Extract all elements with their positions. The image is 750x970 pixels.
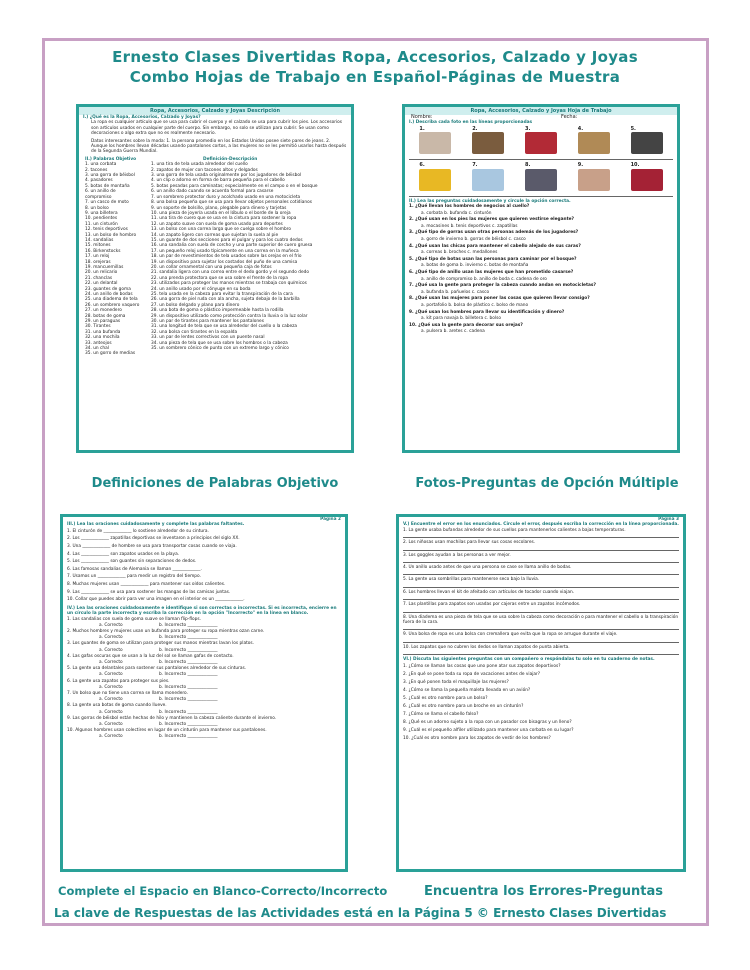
text-line: 9. Una bolsa de ropa es una bolsa con cremallera que evita que la ropa se arrugue durante el viaje. — [403, 632, 618, 638]
text-line: 24. un anillo de bodas — [85, 292, 133, 297]
text-line: 8. Muchas mujeres usan _____________ para mantener sus oídos calientes. — [67, 581, 226, 587]
date-label: Fecha: — [561, 114, 578, 120]
text-line: 5. La gente usa sombrillas para mantenerse seco bajo la lluvia. — [403, 577, 540, 583]
text-line: 6. un anillo de compromiso — [85, 189, 116, 200]
sheet1-title: Ropa, Accesorios, Calzado y Joyas Descripción — [79, 107, 351, 115]
text-line: 1. ¿Cómo se llaman las cosas que uno pone atar sus zapatos deportivos? — [403, 663, 561, 669]
caption-left-top: Definiciones de Palabras Objetivo — [91, 476, 339, 491]
sheet3-section3: III.) Lea las oraciones cuidadosamente y complete las palabras faltantes. — [67, 522, 245, 528]
photo-2 — [472, 132, 504, 154]
text-line: 2. ¿Qué usan en los pies las mujeres que quieren vestirse elegante? — [409, 217, 575, 223]
text-line: 35. un gorro de medias — [85, 351, 136, 357]
photo-row-top — [405, 126, 677, 155]
text-line: a. corbata b. bufanda c. cinturón — [421, 210, 492, 216]
text-line: 6. ¿Qué tipo de anillo usan las mujeres que han prometido casarse? — [409, 269, 574, 275]
text-line: a. mocasines b. tenis deportivos c. zapatillas — [421, 223, 518, 229]
caption-right-top: Fotos-Preguntas de Opción Múltiple — [415, 476, 679, 491]
sheet2-title: Ropa, Accesorios, Calzado y Joyas Hoja de Trabajo — [405, 107, 677, 115]
text-line: 31. una longitud de tela que se usa alrededor del cuello o la cabeza — [151, 324, 298, 330]
text-line: 10. — [630, 162, 640, 169]
text-line: a. Correcto — [99, 709, 123, 715]
text-line: 20. un collar ornamental con una pequeña caja de fotos — [151, 264, 272, 270]
text-line: 34. un chal — [85, 346, 109, 352]
text-line: 3. — [524, 125, 531, 132]
sheet-errors-discussion — [396, 514, 686, 872]
text-line: b. Incorrecto ______________ — [159, 709, 218, 715]
text-line: 26. una gorra de piel ruda con ala ancha, sujeta debajo de la barbilla — [151, 297, 300, 303]
text-line: 7. Las plantillas para zapatos son usadas por cajeras entre un zapatos incómodos. — [403, 602, 581, 608]
sheet1-para2: Datos interesantes sobre la moda: 1. la persona promedio en los Estados Unidos posee siete pares de jeans. 2. Aunque los hombres llevan décadas usando pantalones cortos, a las mujeres no se les permitió usarlos hasta después de la Segunda Guerra Mundial. — [91, 138, 347, 155]
text-line: 7. un casco de moto — [85, 200, 129, 206]
word-list — [81, 162, 147, 357]
text-line: 15. un guante de dos secciones para el pulgar y para los cuatro dedos — [151, 237, 303, 243]
text-line: 4. Las gafas oscuras que se usan a la luz del sol se llaman gafas de contacto. — [67, 653, 234, 659]
text-line: 7. un sombrero protector duro y acolchado usado en una motocicleta — [151, 194, 301, 200]
text-line: 28. una bota de goma o plástico impermeable hasta la rodilla — [151, 308, 284, 314]
text-line: 8. La gente usa botas de goma cuando llueve. — [67, 703, 167, 709]
text-line: b. Incorrecto ______________ — [159, 722, 218, 728]
text-line: a. gorro de invierno b. gorras de béisbol c. casco — [421, 237, 526, 242]
name-label: Nombre: — [411, 114, 433, 120]
text-line: 26. un sombrero vaquero — [85, 302, 140, 308]
text-line: 5. Los _____________ son guantes sin separaciones de dedos. — [67, 559, 197, 565]
sheet1-section2b: Definición-Descripción — [203, 156, 258, 162]
text-line: 6. ¿Cuál es otro nombre para un broche en un cinturón? — [403, 703, 524, 709]
footer-note: La clave de Respuestas de las Actividades está en la Página 5 © Ernesto Clases Divertidas — [54, 906, 667, 920]
text-line: 35. un sombrero cónico de punto con un extremo largo y cónico — [151, 346, 289, 352]
text-line: 17. un reloj — [85, 254, 110, 260]
text-line: 34. una pieza de tela que se usa sobre los hombros o la cabeza — [151, 340, 288, 346]
text-line: 7. ¿Qué usa la gente para proteger la cabeza cuando andan en motocicletas? — [409, 283, 596, 289]
photo-5 — [631, 132, 663, 154]
text-line: b. Incorrecto ______________ — [159, 672, 218, 678]
text-line: 4. — [577, 125, 584, 132]
sheet2-section2: II.) Lea las preguntas cuidadosamente y circule la opción correcta. — [409, 198, 571, 204]
text-line: 9. Las _____________ se usa para sostener las mangas de las camisas juntas. — [67, 589, 231, 595]
text-line: 3. una gorra de béisbol — [85, 173, 135, 179]
text-line: 6. La gente usa zapatos para proteger sus pies. — [67, 678, 170, 684]
text-line: a. Correcto — [99, 684, 123, 690]
photo-10 — [631, 169, 663, 191]
text-line: 12. tenis deportivos — [85, 227, 128, 233]
text-line: 10. Collar que puedes abrir para ver una imagen en el interior es un _____________. — [67, 597, 245, 603]
text-line: 1. La gente usaba bufandas alrededor de sus cuellos para mantenerlos calientes a bajas temperaturas. — [403, 527, 626, 533]
text-line: 2. Muchos hombres y mujeres usan un bufanda para proteger su ropa mientras ozan carne. — [67, 628, 265, 634]
photo-1 — [419, 132, 451, 154]
text-line: 14. un zapato ligero con correas que sujetan la suela al pie — [151, 232, 279, 238]
text-line: 5. ¿Cuál es otro nombre para un bolso? — [403, 695, 488, 701]
text-line: 10. ¿Qué usa la gente para decorar sus orejas? — [409, 322, 523, 328]
text-line: 30. un par de tirantes para mantener los pantalones — [151, 319, 264, 325]
text-line: 4. ¿Qué usan las chicas para mantener el cabello alejado de sus caras? — [409, 243, 581, 249]
photo-7 — [472, 169, 504, 191]
text-line: 6. Las famosas sandalias de Alemania se llaman _____________. — [67, 566, 202, 572]
text-line: 31. una bufanda — [85, 329, 121, 335]
text-line: 9. una billetera — [85, 210, 118, 216]
sheet1-para1: La ropa es cualquier artículo que se usa para cubrir el cuerpo y el calzado se usa para cubrir los pies. Los accesorios son artículos usados en cualquier parte del cuerpo. Sin embargo, no solo se utilizan para cubrir. Se usan como decoraciones o algo extra que no es realmente necesario. — [91, 120, 343, 137]
text-line: b. Incorrecto ______________ — [159, 734, 218, 740]
text-line: 10. Los zapatos que no cubren los dedos se llaman zapatos de punta abierta. — [403, 644, 570, 650]
text-line: 20. un relicario — [85, 270, 118, 276]
text-line: 4. Un anillo usado antes de que una persona se case se llama anillo de bodas. — [403, 565, 572, 571]
photo-4 — [578, 132, 610, 154]
text-line: a. Correcto — [99, 734, 123, 740]
text-line: 3. Los goggles ayudan a las personas a ver mejor. — [403, 552, 511, 558]
text-line: 33. anteojos — [85, 340, 112, 346]
photo-row-bottom — [405, 162, 677, 191]
text-line: 25. una diadema de tela — [85, 297, 138, 303]
text-line: 11. un cinturón — [85, 221, 118, 227]
text-line: 30. Tirantes — [85, 324, 111, 330]
text-line: 5. botas de montaña — [85, 183, 130, 189]
photo-9 — [578, 169, 610, 191]
text-line: 11. una tira de cuero que se usa en la cintura para sostener la ropa — [151, 216, 297, 222]
sheet1-section1: I.) ¿Qué es la Ropa, Accesorios, Calzado y Joyas? — [83, 115, 201, 120]
text-line: 7. Un bolso que no tiene una correa se llama monedero. — [67, 691, 188, 696]
text-line: 22. una prenda protectora que se usa sobre el frente de la ropa — [151, 275, 288, 281]
text-line: 9. un soporte de bolsillo, plano, plegable para dinero y tarjetas — [151, 205, 287, 211]
caption-right-bottom: Encuentra los Errores-Preguntas — [424, 884, 664, 899]
text-line: 1. una corbata — [85, 162, 117, 168]
text-line: 9. ¿Cuál es el pequeño alfiler utilizado para mantener una corbata en su lugar? — [403, 727, 574, 733]
text-line: 13. un bolso con una correa larga que se cuelga sobre el hombro — [151, 227, 291, 233]
text-line: 14. sandalias — [85, 237, 114, 243]
text-line: 23. utilizados para proteger las manos mientras se trabaja con químicos — [151, 281, 307, 287]
text-line: 18. un par de revestimientos de tela usados sobre las orejas en el frío — [151, 254, 302, 260]
text-line: 2. Los niñosas usan mochilas para llevar sus cosas escolares. — [403, 540, 536, 546]
text-line: 6. Los hombres llevan el kit de afeitado con artículos de tocador cuando viajan. — [403, 589, 575, 595]
text-line: 3. ¿Qué tipo de gorras usan otras personas además de los jugadores? — [409, 230, 579, 236]
text-line: 32. una bolsa con tirantes en la espalda — [151, 329, 238, 335]
sheet4-section6: VI.) Discuta las siguientes preguntas con un compañero o respóndalas tu solo en tu cuaderno de notas. — [403, 657, 655, 663]
text-line: 1. El cinturón de _____________ lo sostiene alrededor de su cintura. — [67, 528, 209, 534]
text-line: 17. un pequeño reloj usado típicamente en una correa en la muñeca — [151, 248, 299, 254]
text-line: 21. sandalia ligera con una correa entre el dedo gordo y el segundo dedo — [151, 270, 310, 276]
text-line: 24. un anillo usado por el cónyuge en su boda — [151, 286, 251, 292]
text-line: 29. un paraguas — [85, 319, 121, 325]
text-line: 2. Los _____________ zapatillas deportivas se inventaron a principios del siglo XX. — [67, 536, 240, 542]
text-line: 5. La gente usa delantales para sostener sus pantalones alrededor de sus cinturas. — [67, 666, 247, 672]
text-line: 29. un dispositivo utilizado como protección contra la lluvia o la luz solar — [151, 313, 308, 319]
text-line: 8. Una diadema es una pieza de tela que se usa sobre la cabeza como decoración o para mantener el cabello o la transpiración fuera de la cara. — [403, 614, 679, 626]
text-line: 15. mitones — [85, 243, 111, 249]
photo-6 — [419, 169, 451, 191]
text-line: 10. ¿Cuál es otro nombre para los zapatos de vestir de los hombres? — [403, 735, 551, 741]
text-line: 23. guantes de goma — [85, 286, 131, 292]
sheet-description — [76, 104, 354, 453]
text-line: 16. Birkenstocks — [85, 248, 121, 254]
sheet-photos-questions — [402, 104, 680, 453]
text-line: 4. ¿Cómo se llama la pequeña maleta llevada en un avión? — [403, 687, 531, 693]
text-line: 9. Las gorras de béisbol están hechas de hilo y mantienen la cabeza caliente durante el invierno. — [67, 715, 277, 721]
text-line: 5. — [630, 125, 636, 132]
text-line: 21. chanclas — [85, 275, 113, 281]
sheet3-page: Página 2 — [320, 517, 341, 522]
text-line: 8. una bolsa pequeña que se usa para llevar objetos personales cotidianos — [151, 200, 312, 206]
text-line: 18. orejeras — [85, 259, 111, 265]
text-line: b. Incorrecto ______________ — [159, 622, 218, 628]
text-line: a. pulsera b. aretes c. cadena — [421, 329, 485, 335]
text-line: a. Correcto — [99, 672, 123, 678]
text-line: 8. ¿Qué usan las mujeres para poner las cosas que quieren llevar consigo? — [409, 296, 590, 302]
text-line: 5. botas pesadas para caminatas; especialmente en el campo o en el bosque — [151, 183, 318, 189]
text-line: 9. ¿Qué usan los hombres para llevar su identificación y dinero? — [409, 309, 565, 315]
text-line: a. Correcto — [99, 722, 123, 728]
text-line: 2. tacones — [85, 167, 108, 173]
sheet-fill-truefalse — [60, 514, 348, 872]
text-line: a. Correcto — [99, 659, 123, 665]
text-line: a. portafolio b. bolsa de plástico c. bolso de mano — [421, 302, 529, 308]
photo-8 — [525, 169, 557, 191]
text-line: 8. un bolso — [85, 205, 109, 211]
text-line: a. anillo de compromiso b. anillo de boda c. cadena de oro — [421, 276, 547, 282]
text-line: 27. un monedero — [85, 308, 122, 314]
text-line: 9. — [577, 162, 584, 169]
text-line: a. correas b. broches c. medallones — [421, 250, 498, 256]
text-line: a. Correcto — [99, 622, 123, 628]
text-line: 1. Las sandalias con suela de goma suave se llaman flip-flops. — [67, 616, 202, 622]
text-line: 1. una tira de tela usada alrededor del cuello — [151, 162, 248, 168]
sheet1-section2: II.) Palabras Objetivo — [85, 156, 137, 162]
main-title-line1: Ernesto Clases Divertidas Ropa, Accesorios, Calzado y Joyas — [112, 48, 638, 66]
text-line: b. Incorrecto ______________ — [159, 647, 218, 653]
text-line: 4. pasadores — [85, 178, 113, 184]
text-line: b. Incorrecto ______________ — [159, 659, 218, 665]
text-line: 8. ¿Qué es un adorno sujeto a la ropa con un pasador con bisagras y un lleno? — [403, 719, 572, 725]
text-line: 10. pendientes — [85, 216, 118, 222]
sheet4-section5: V.) Encuentre el error en los enunciados. Circule el error, después escriba la corrección en la línea proporcionada. — [403, 522, 679, 528]
sheet4-page: Página 3 — [658, 517, 679, 522]
text-line: a. Correcto — [99, 647, 123, 653]
text-line: 32. una mochila — [85, 335, 120, 341]
text-line: 3. ¿En qué ponen toda el maquillaje las mujeres? — [403, 679, 509, 685]
text-line: 22. un delantal — [85, 281, 118, 287]
text-line: 27. un bolso delgado y plano para dinero — [151, 302, 240, 308]
text-line: 7. — [472, 162, 478, 169]
text-line: 19. un dispositivo para sujetar los costados del puño de una camisa — [151, 259, 298, 265]
sheet2-section1: I.) Describa cada foto en las líneas proporcionadas — [409, 120, 533, 126]
text-line: 3. Los guantes de goma se utilizan para proteger sus manos mientras lavan los platos. — [67, 641, 255, 647]
sheet3-section4: IV.) Lea las oraciones cuidadosamente e identifique si son correctas o incorrectas. Si es incorrecta, encierre en un círculo la parte incorrecta y escriba la corrección en la opción "Incorrecto" en la línea en blanco. — [67, 605, 337, 617]
text-line: 2. — [472, 125, 478, 132]
main-title-line2: Combo Hojas de Trabajo en Español-Páginas de Muestra — [129, 68, 621, 86]
text-line: 5. ¿Qué tipo de botas usan las personas para caminar por el bosque? — [409, 256, 577, 262]
text-line: b. Incorrecto ______________ — [159, 635, 218, 641]
text-line: 19. mancuernillas — [85, 264, 124, 270]
text-line: 7. ¿Cómo se llama el cabello falso? — [403, 711, 479, 717]
text-line: 10. Algunos hombres usan colectires en lugar de un cinturón para mantener sus pantalones. — [67, 728, 267, 734]
text-line: 7. Usamos un _____________ para medir un registro del tiempo. — [67, 574, 201, 580]
text-line: 2. ¿En qué se pone toda su ropa de vacaciones antes de viajar? — [403, 671, 541, 677]
text-line: 25. tela usada en la cabeza para evitar la transpiración de la cara — [151, 292, 293, 297]
photo-3 — [525, 132, 557, 154]
text-line: 12. un zapato suave con suela de goma usado para deportes — [151, 221, 283, 227]
text-line: 2. zapatos de mujer con tacones altos y delgados — [151, 167, 258, 173]
text-line: b. Incorrecto ______________ — [159, 697, 218, 703]
text-line: 3. una gorra de tela usada originalmente por los jugadores de béisbol — [151, 173, 302, 179]
text-line: 33. un par de lentes correctivos con un puente nasal — [151, 335, 265, 341]
text-line: 3. Una _____________ de hombre se usa para transportar cosas cuando se viaja. — [67, 544, 237, 549]
definition-list — [147, 162, 347, 357]
text-line: 16. una sandalia con suela de corcho y una parte superior de cuero gruesa — [151, 243, 313, 249]
caption-left-bottom: Complete el Espacio en Blanco-Correcto/Incorrecto — [58, 884, 388, 898]
text-line: a. kit para navaja b. billetera c. bolso — [421, 316, 501, 322]
text-line: a. Correcto — [99, 697, 123, 703]
text-line: a. bufanda b. pañuelos c. casco — [421, 289, 490, 295]
text-line: 4. un clip o adorno en forma de barra pequeña para el cabello — [151, 178, 285, 184]
text-line: 28. botas de goma — [85, 313, 126, 319]
text-line: 1. ¿Qué llevan los hombres de negocios al cuello? — [409, 204, 530, 210]
text-line: 10. una pieza de joyería usada en el lóbulo o el borde de la oreja — [151, 210, 291, 216]
text-line: 6. un anillo dado cuando se acuerda formal para casarse — [151, 189, 274, 195]
text-line: 8. — [524, 162, 531, 169]
text-line: 13. un bolso de hombro — [85, 232, 137, 238]
text-line: b. Incorrecto ______________ — [159, 684, 218, 690]
text-line: a. botas de goma b. invierno c. botas de montaña — [421, 263, 529, 269]
text-line: 1. — [419, 125, 425, 132]
text-line: a. Correcto — [99, 635, 123, 641]
text-line: 6. — [419, 162, 425, 169]
text-line: 4. Las _____________ son zapatos usados en la playa. — [67, 551, 180, 557]
